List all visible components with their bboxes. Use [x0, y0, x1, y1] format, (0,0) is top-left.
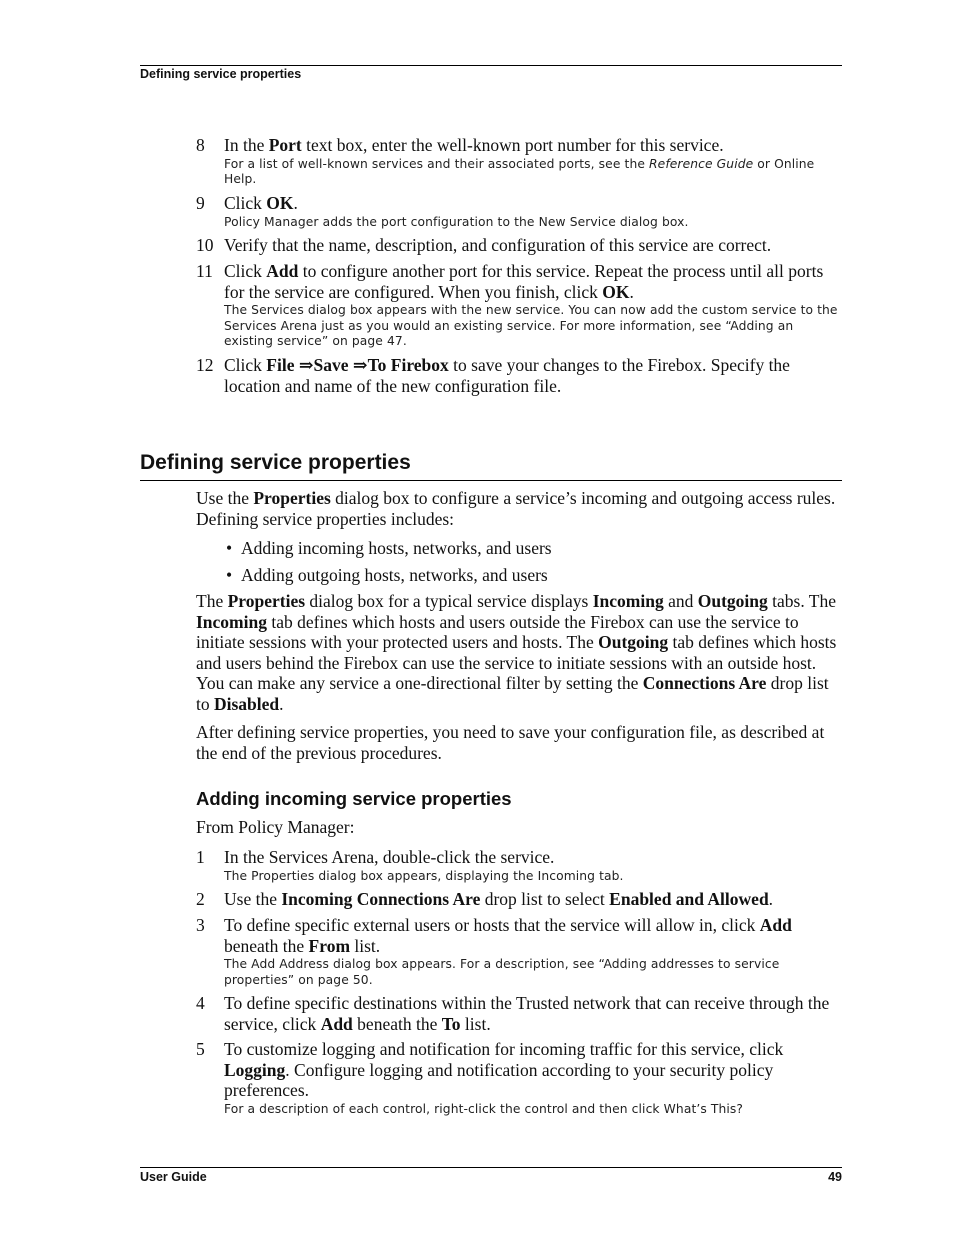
step-note: For a description of each control, right-click the control and then click What’s This?	[224, 1101, 744, 1116]
running-header: Defining service properties	[140, 67, 302, 81]
step-11: 11 Click Add to configure another port for this service. Repeat the process until all ports for the service are configured. When you finish, click OK. The Services dialog box appears with the new service. You can now add the custom service to the Services Arena just as you would an existing service. For more information, see “Adding an existing service” on page 47.	[196, 261, 846, 350]
step-note: The Properties dialog box appears, displaying the Incoming tab.	[224, 868, 624, 883]
section-heading: Defining service properties	[140, 451, 411, 474]
step-number: 10	[196, 235, 214, 255]
step-12: 12 Click File ⇒Save ⇒To Firebox to save your changes to the Firebox. Specify the location and name of the new configuration file.	[196, 355, 790, 396]
step-note: The Add Address dialog box appears. For a description, see “Adding addresses to service properties” on page 50.	[224, 957, 780, 987]
section-intro: Use the Properties dialog box to configure a service’s incoming and outgoing access rules. Defining service properties includes:	[196, 488, 836, 529]
step-number: 11	[196, 261, 213, 281]
subsection-heading: Adding incoming service properties	[196, 788, 512, 809]
bullet-item: • Adding outgoing hosts, networks, and users	[226, 565, 548, 585]
step-number: 4	[196, 993, 205, 1013]
subsection-intro: From Policy Manager:	[196, 817, 355, 837]
sub-step-3: 3 To define specific external users or hosts that the service will allow in, click Add beneath the From list. The Add Address dialog box appears. For a description, see “Adding addresses to service properties” on page 50.	[196, 915, 846, 988]
section-rule	[140, 480, 842, 481]
page-number: 49	[828, 1170, 842, 1184]
step-10: 10 Verify that the name, description, and configuration of this service are correct.	[196, 235, 772, 255]
section-paragraph: The Properties dialog box for a typical service displays Incoming and Outgoing tabs. The Incoming tab defines which hosts and users outside the Firebox can use the service to initiate sessions with your protected users and hosts. The Outgoing tab defines which hosts and users behind the Firebox can use the service to initiate sessions with an outside host. You can make any service a one-directional filter by setting the Connections Are drop list to Disabled.	[196, 591, 837, 714]
header-rule	[140, 65, 842, 66]
step-number: 1	[196, 847, 205, 867]
step-number: 3	[196, 915, 205, 935]
step-number: 8	[196, 135, 205, 155]
sub-step-4: 4 To define specific destinations within the Trusted network that can receive through the service, click Add beneath the To list.	[196, 993, 830, 1034]
step-number: 12	[196, 355, 214, 375]
step-8: 8 In the Port text box, enter the well-known port number for this service. For a list of well-known services and their associated ports, see the Reference Guide or Online Help.	[196, 135, 846, 188]
footer-rule	[140, 1167, 842, 1168]
step-number: 9	[196, 193, 205, 213]
bullet-item: • Adding incoming hosts, networks, and users	[226, 538, 552, 558]
step-number: 5	[196, 1039, 205, 1059]
step-9: 9 Click OK. Policy Manager adds the port configuration to the New Service dialog box.	[196, 193, 846, 230]
sub-step-5: 5 To customize logging and notification for incoming traffic for this service, click Logging. Configure logging and notification according to your security policy preferences. For a description of each control, right-click the control and then click What’s This?	[196, 1039, 846, 1117]
step-note: The Services dialog box appears with the new service. You can now add the custom service to the Services Arena just as you would an existing service. For more information, see “Adding an existing service” on page 47.	[224, 303, 838, 348]
step-note: Policy Manager adds the port configuration to the New Service dialog box.	[224, 214, 689, 229]
sub-step-2: 2 Use the Incoming Connections Are drop list to select Enabled and Allowed.	[196, 889, 774, 909]
footer-left: User Guide	[140, 1170, 207, 1184]
section-paragraph: After defining service properties, you need to save your configuration file, as described at the end of the previous procedures.	[196, 722, 825, 763]
step-number: 2	[196, 889, 205, 909]
step-note: For a list of well-known services and their associated ports, see the Reference Guide or Online Help.	[224, 156, 815, 186]
sub-step-1: 1 In the Services Arena, double-click the service. The Properties dialog box appears, displaying the Incoming tab.	[196, 847, 846, 884]
